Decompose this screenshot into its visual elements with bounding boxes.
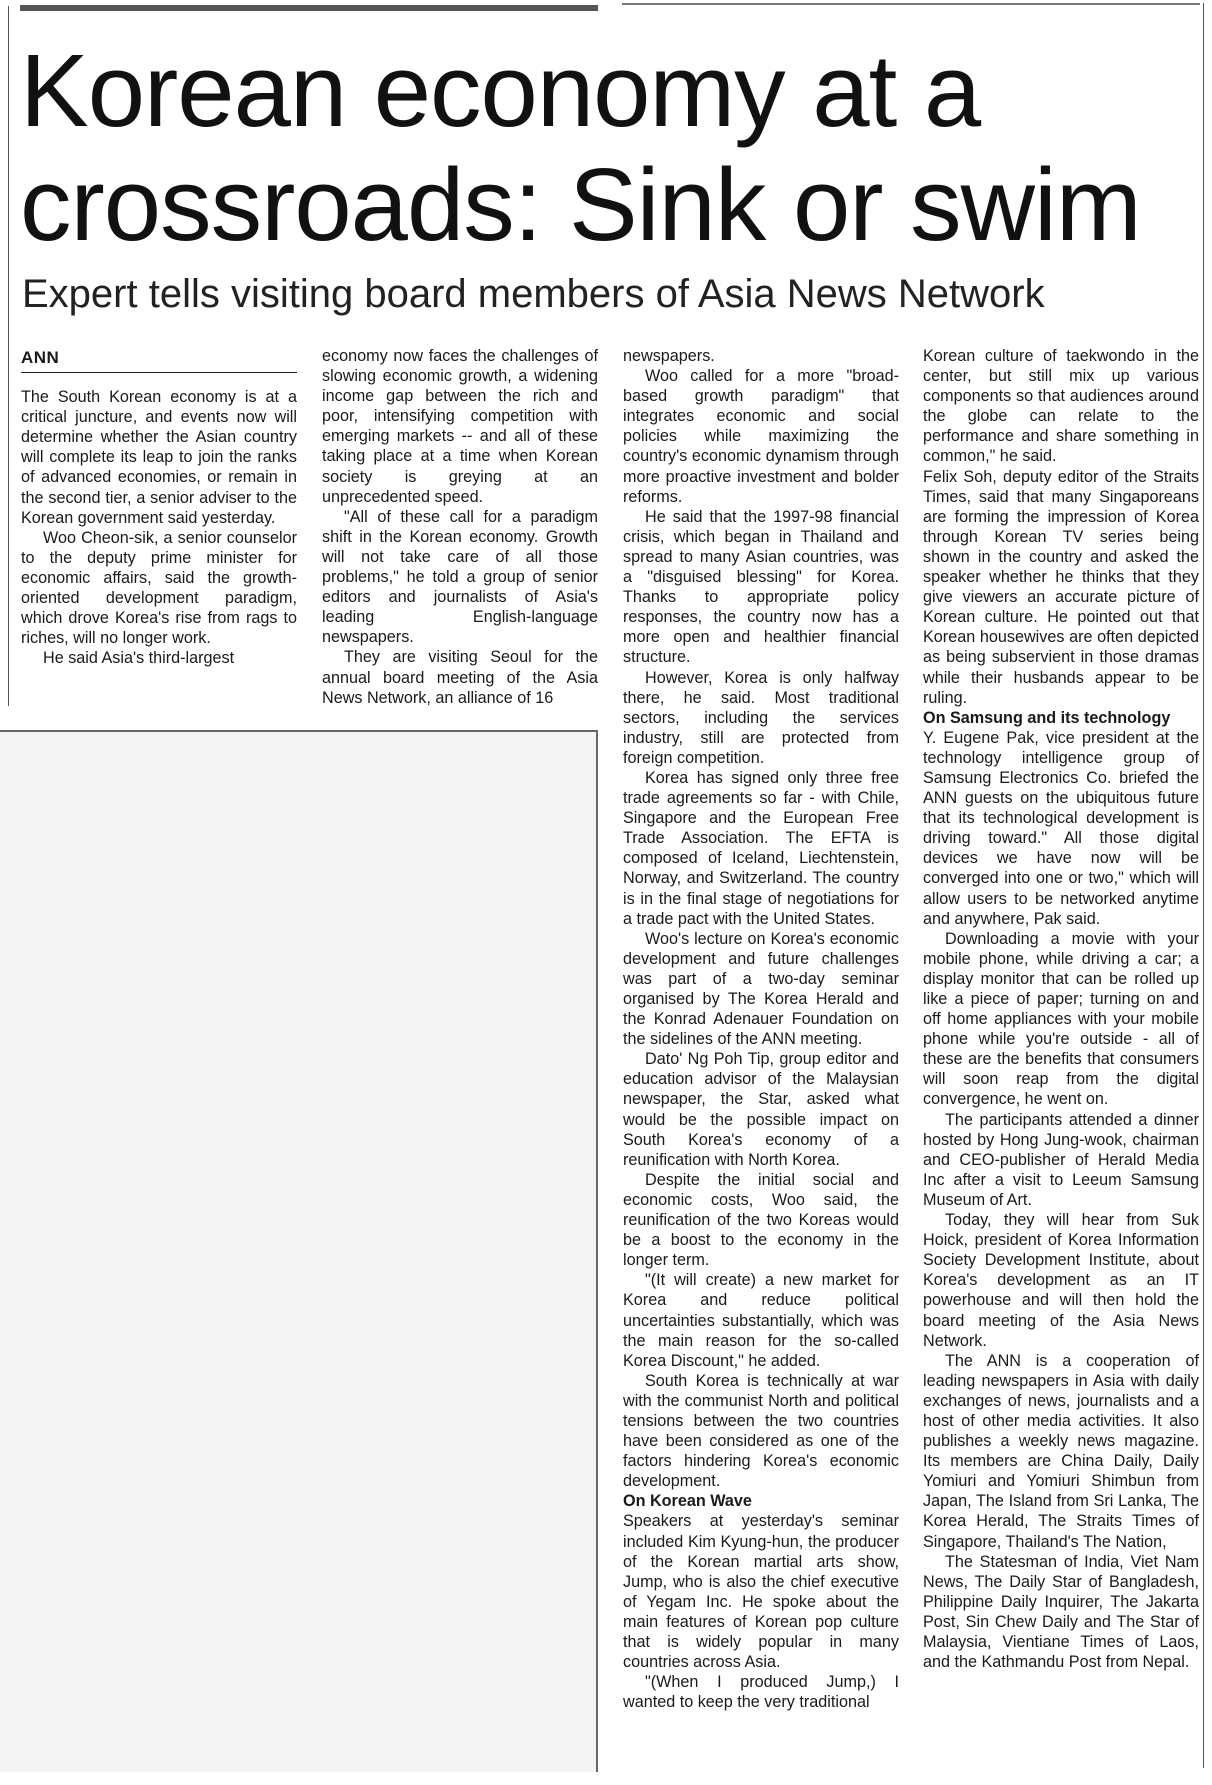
paragraph: The participants attended a dinner hosted by Hong Jung-wook, chairman and CEO-publisher of Herald Media Inc after a visit to Leeum Samsung Museum of Art. [923,1110,1199,1209]
paragraph: Downloading a movie with your mobile phone, while driving a car; a display monitor that can be rolled up like a piece of paper; turning on and off home appliances with your mobile phone while you're outside - all of these are the benefits that consumers will soon reap from the digital convergence, he went on. [923,929,1199,1109]
top-rule-right [622,3,1200,5]
paragraph: newspapers. [623,347,715,365]
paragraph: Today, they will hear from Suk Hoick, president of Korea Information Society Development Institute, about Korea's development as an IT powerhouse and will then hold the board meeting of the Asia News Network. [923,1211,1199,1350]
headline: Korean economy at a crossroads: Sink or swim [20,33,1141,262]
paragraph: Despite the initial social and economic costs, Woo said, the reunification of the two Koreas would be a boost to the economy in the longer term. [623,1170,899,1270]
right-border-rule [1203,3,1204,1768]
left-border-rule [8,6,9,706]
paragraph: Korea has signed only three free trade agreements so far - with Chile, Singapore and the European Free Trade Association. The EFTA is composed of Iceland, Liechtenstein, Norway, and Switzerland. The country is in the final stage of negotiations for a trade pact with the United States. [623,768,899,928]
empty-image-area [0,730,598,1772]
paragraph: The South Korean economy is at a critical juncture, and events now will determine whether the Asian country will complete its leap to join the ranks of advanced economies, or remain in the second tier, a senior adviser to the Korean government said yesterday. [21,388,297,527]
byline: ANN [21,348,60,367]
paragraph: South Korea is technically at war with the communist North and political tensions between the two countries have been considered as one of the factors hindering Korea's economic development. [623,1371,899,1491]
subheadline: Expert tells visiting board members of Asia News Network [22,272,1045,316]
paragraph: Y. Eugene Pak, vice president at the technology intelligence group of Samsung Electronics Co. briefed the ANN guests on the ubiquitous future that its technological development is driving toward." All those digital devices we have now will be converged into one or two," which will allow users to be networked anytime and anywhere, Pak said. [923,728,1199,928]
section-subheading-korean-wave: On Korean Wave [623,1492,752,1511]
paragraph: Korean culture of taekwondo in the center, but still mix up various components so that audiences around the globe can relate to the performance and share something in common," he said. [923,347,1199,466]
section-subheading-samsung: On Samsung and its technology [923,708,1171,727]
article-column-3 [623,346,899,1712]
article-column-1 [21,348,297,668]
paragraph: Speakers at yesterday's seminar included Kim Kyung-hun, the producer of the Korean martial arts show, Jump, who is also the chief executive of Yegam Inc. He spoke about the main features of Korean pop culture that is widely popular in many countries across Asia. [623,1512,899,1672]
paragraph: He said Asia's third-largest [43,649,235,668]
top-rule-left [20,5,598,11]
paragraph: However, Korea is only halfway there, he said. Most traditional sectors, including the services industry, still are protected from foreign competition. [623,668,899,767]
paragraph: Woo's lecture on Korea's economic development and future challenges was part of a two-day seminar organised by The Korea Herald and the Konrad Adenauer Foundation on the sidelines of the ANN meeting. [623,929,899,1049]
paragraph: economy now faces the challenges of slowing economic growth, a widening income gap between the rich and poor, intensifying competition with emerging markets -- and all of these taking place at a time when Korean society is greying at an unprecedented speed. [322,347,598,506]
paragraph: Woo Cheon-sik, a senior counselor to the deputy prime minister for economic affairs, said the growth-oriented development paradigm, which drove Korea's rise from rags to riches, will no longer work. [21,528,297,648]
paragraph: The ANN is a cooperation of leading newspapers in Asia with daily exchanges of news, journalists and a host of other media activities. It also publishes a weekly news magazine. Its members are China Daily, Daily Yomiuri and Yomiuri Shimbun from Japan, The Island from Sri Lanka, The Korea Herald, The Straits Times of Singapore, Thailand's The Nation, [923,1351,1199,1551]
paragraph: They are visiting Seoul for the annual board meeting of the Asia News Network, an alliance of 16 [322,648,598,707]
byline-rule [21,372,297,373]
paragraph: He said that the 1997-98 financial crisis, which began in Thailand and spread to many Asian countries, was a "disguised blessing" for Korea. Thanks to appropriate policy responses, the country now has a more open and healthier financial structure. [623,507,899,667]
paragraph: Felix Soh, deputy editor of the Straits Times, said that many Singaporeans are forming the impression of Korea through Korean TV series being shown in the country and asked the speaker whether he thinks that they give viewers an accurate picture of Korean culture. He pointed out that Korean housewives are often depicted as being subservient in those dramas while their husbands appear to be ruling. [923,467,1199,707]
paragraph: "(When I produced Jump,) I wanted to keep the very traditional [623,1673,899,1712]
paragraph: Woo called for a more "broad-based growth paradigm" that integrates economic and social policies while maximizing the country's economic dynamism through more proactive investment and bolder reforms. [623,367,899,506]
article-column-2 [322,346,598,708]
paragraph: The Statesman of India, Viet Nam News, The Daily Star of Bangladesh, Philippine Daily Inquirer, The Jakarta Post, Sin Chew Daily and The Star of Malaysia, Vientiane Times of Laos, and the Kathmandu Post from Nepal. [923,1552,1199,1672]
paragraph: "(It will create) a new market for Korea and reduce political uncertainties substantially, which was the main reason for the so-called Korea Discount," he added. [623,1271,899,1370]
paragraph: Dato' Ng Poh Tip, group editor and education advisor of the Malaysian newspaper, the Star, asked what would be the possible impact on South Korea's economy of a reunification with North Korea. [623,1050,899,1169]
article-column-4 [923,346,1199,1672]
paragraph: "All of these call for a paradigm shift in the Korean economy. Growth will not take care of all those problems," he told a group of senior editors and journalists of Asia's leading English-language newspapers. [322,507,598,647]
